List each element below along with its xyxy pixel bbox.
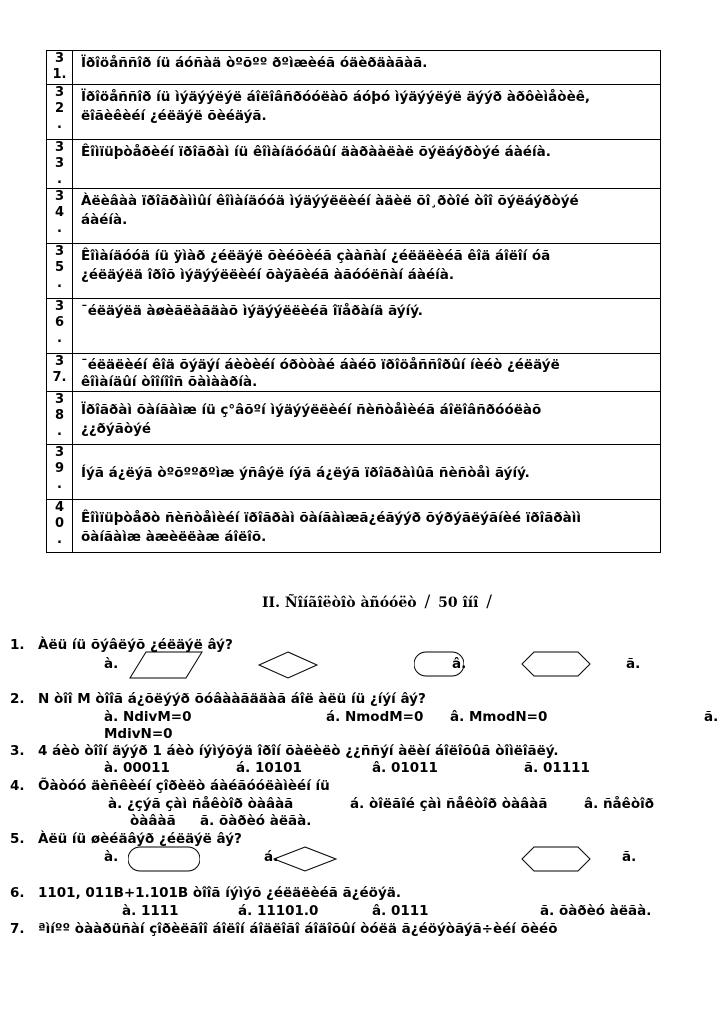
question-7: 7. ªìíºº òààðüñàí çîðèëãîî áîëîí áîäëîãî áîäîõûí òóëä ã¿éöýòãýã÷èéí õèéõ <box>10 921 558 937</box>
section-title <box>262 592 495 612</box>
table-row <box>47 140 661 189</box>
diamond-icon[interactable] <box>257 650 319 680</box>
hexagon-icon[interactable] <box>520 650 592 678</box>
question-2: 2. N òîî M òîîã á¿õëýýð õóâààãääàã áîë àëü íü ¿íýí âý? <box>10 691 426 707</box>
question-5: 5. Àëü íü øèéäâýð ¿éëäýë âý? <box>10 831 242 847</box>
option-b[interactable]: á. 11101.0 <box>238 903 319 919</box>
row-text: ¯éëäýëä àøèãëàãäàõ ìýäýýëëèéã îïåðàíä ãýíý. <box>73 299 661 354</box>
parallelogram-icon[interactable] <box>128 650 204 680</box>
row-text: Êîìàíäóóä íü ÿìàð ¿éëäýë õèéõèéã çààñàí ¿éëäëèéã êîä áîëîí óã ¿éëäýëä îðîõ ìýäýýëëèéí õàÿãèéã àãóóëñàí áàéíà. <box>73 244 661 299</box>
table-row <box>47 392 661 445</box>
slash-glyph: / <box>486 592 493 612</box>
option-d[interactable]: ã. õàðèó àëãà. <box>540 903 652 919</box>
option-c[interactable]: â. MmodN=0 <box>450 709 548 725</box>
table-row <box>47 445 661 500</box>
row-number: 3 4 . <box>47 189 73 244</box>
terminal-shape-icon[interactable] <box>128 845 200 873</box>
option-d[interactable]: ã. <box>622 849 637 865</box>
table-row <box>47 500 661 553</box>
option-c[interactable]: â. 0111 <box>372 903 429 919</box>
option-a[interactable]: à. ¿çýã çàì ñåêòîð òàâàã <box>108 796 294 812</box>
option-d[interactable]: ã. <box>626 656 641 672</box>
table-row <box>47 354 661 392</box>
table-row <box>47 299 661 354</box>
option-b[interactable]: á. NmodM=0 <box>326 709 424 725</box>
option-a[interactable]: à. <box>104 656 119 672</box>
option-b[interactable]: á. <box>264 849 279 865</box>
row-text: Êîìïüþòåðèéí ïðîãðàì íü êîìàíäóóäûí äàðààëàë õýëáýðòýé áàéíà. <box>73 140 661 189</box>
option-c[interactable]: â. ñåêòîð <box>584 796 654 812</box>
question-4: 4. Õàòóó äèñêèéí çîðèëò áàéãóóëàìèéí íü <box>10 778 330 794</box>
row-number: 4 0 . <box>47 500 73 553</box>
row-number: 3 8 . <box>47 392 73 445</box>
table-row <box>47 189 661 244</box>
question-1: 1. Àëü íü õýâëýõ ¿éëäýë âý? <box>10 637 233 653</box>
section-points: 50 îíî <box>438 595 479 611</box>
row-text: Ïðîãðàì õàíãàìæ íü ç°âõºí ìýäýýëëèéí ñèñòåìèéã áîëîâñðóóëàõ ¿¿ðýãòýé <box>73 392 661 445</box>
option-b[interactable]: á. 10101 <box>236 760 302 776</box>
hexagon-icon[interactable] <box>520 845 592 873</box>
option-a[interactable]: à. 00011 <box>104 760 170 776</box>
row-number: 3 2 . <box>47 85 73 140</box>
option-a[interactable]: à. 1111 <box>122 903 179 919</box>
question-6: 6. 1101, 011B+1.101B òîîã íýìýõ ¿éëäëèéã ã¿éöýä. <box>10 885 401 901</box>
table-row <box>47 244 661 299</box>
row-text: Ïðîöåññîð íü ìýäýýëýë áîëîâñðóóëàõ áóþó ìýäýýëýë äýýð àðôèìåòèê, ëîãèêèéí ¿éëäýë õèéäýã. <box>73 85 661 140</box>
option-b[interactable]: â. <box>452 656 467 672</box>
row-text: Íýã á¿ëýã òºõººðºìæ ýñâýë íýã á¿ëýã ïðîãðàìûã ñèñòåì ãýíý. <box>73 445 661 500</box>
row-number: 3 3 . <box>47 140 73 189</box>
table-row <box>47 85 661 140</box>
row-number: 3 1. <box>47 51 73 85</box>
question-3: 3. 4 áèò òîîí äýýð 1 áèò íýìýõýä îðîí õàëèëò ¿¿ññýí àëèí áîëîõûã òîìëîãëý. <box>10 743 559 759</box>
option-a[interactable]: à. NdivM=0 <box>104 709 192 725</box>
row-number: 3 6 . <box>47 299 73 354</box>
option-d[interactable]: ã. õàðèó àëãà. <box>200 813 312 829</box>
section-title-text: II. Ñîíãîëòîò àñóóëò <box>262 595 417 611</box>
row-number: 3 5 . <box>47 244 73 299</box>
statements-table <box>46 50 661 553</box>
row-text: Ïðîöåññîð íü áóñàä òºõºº ðºìæèéã óäèðäàãàã. <box>73 51 661 85</box>
row-number: 3 7. <box>47 354 73 392</box>
option-c[interactable]: â. 01011 <box>372 760 438 776</box>
option-a[interactable]: à. <box>104 849 119 865</box>
row-text: Êîìïüþòåðò ñèñòåìèéí ïðîãðàì õàíãàìæã¿éãýýð õýðýãëýãíèé ïðîãðàìì õàíãàìæ àæèëëàæ áîëîõ. <box>73 500 661 553</box>
option-d[interactable]: ã. 01111 <box>524 760 590 776</box>
option-b[interactable]: á. òîëãîé çàì ñåêòîð òàâàã <box>350 796 548 812</box>
row-text: ¯éëäëèéí êîä õýäýí áèòèéí óðòòàé áàéõ ïðîöåññîðûí íèéò ¿éëäýë êîìàíäûí òîîíîîñ õàìààðíà. <box>73 354 661 392</box>
option-d-value: MdivN=0 <box>104 726 173 742</box>
row-number: 3 9 . <box>47 445 73 500</box>
option-c-continued: òàâàã <box>130 813 176 829</box>
diamond-icon[interactable] <box>272 845 338 873</box>
table-row <box>47 51 661 85</box>
row-text: Àëèâàà ïðîãðàììûí êîìàíäóóä ìýäýýëëèéí àäèë õî¸ðòîé òîî õýëáýðòýé áàéíà. <box>73 189 661 244</box>
slash-glyph: / <box>424 592 431 612</box>
option-d[interactable]: ã. <box>704 709 719 725</box>
